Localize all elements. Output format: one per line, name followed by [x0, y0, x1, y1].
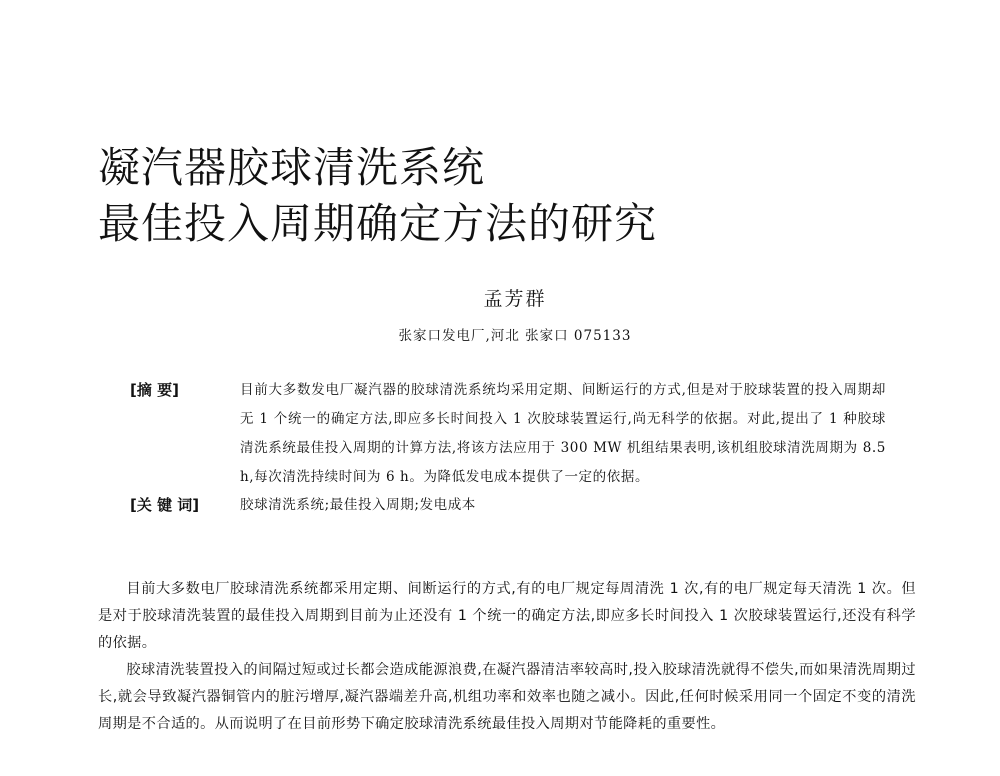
keywords-text: 胶球清洗系统;最佳投入周期;发电成本 — [240, 497, 476, 513]
author-name: 孟芳群 — [483, 288, 547, 310]
title-line-2: 最佳投入周期确定方法的研究 — [98, 199, 658, 248]
body-section — [98, 576, 916, 738]
keywords-block — [130, 492, 890, 518]
abstract-label: [摘 要] — [130, 381, 179, 399]
abstract-section — [130, 376, 890, 518]
body-paragraph-1: 目前大多数电厂胶球清洗系统都采用定期、间断运行的方式,有的电厂规定每周清洗 1 次,有的电厂规定每天清洗 1 次。但是对于胶球清洗装置的最佳投入周期到目前为止还没有 1 个统一的确定方法,即应多长时间投入 1 次胶球装置运行,还没有科学的依据。 — [98, 581, 916, 651]
paper-title — [98, 140, 657, 252]
abstract-text: 目前大多数发电厂凝汽器的胶球清洗系统均采用定期、间断运行的方式,但是对于胶球装置的投入周期却无 1 个统一的确定方法,即应多长时间投入 1 次胶球装置运行,尚无科学的依据。对此,提出了 1 种胶球清洗系统最佳投入周期的计算方法,将该方法应用于 300 MW 机组结果表明,该机组胶球清洗周期为 8.5 h,每次清洗持续时间为 6 h。为降低发电成本提供了一定的依据。 — [240, 382, 886, 485]
author-affiliation: 张家口发电厂,河北 张家口 075133 — [398, 328, 632, 344]
keywords-label: [关 键 词] — [130, 496, 200, 514]
title-line-1: 凝汽器胶球清洗系统 — [98, 143, 486, 192]
abstract-block — [130, 376, 890, 492]
body-paragraph-2: 胶球清洗装置投入的间隔过短或过长都会造成能源浪费,在凝汽器清洁率较高时,投入胶球清洗就得不偿失,而如果清洗周期过长,就会导致凝汽器铜管内的脏污增厚,凝汽器端差升高,机组功率和效率也随之减小。因此,任何时候采用同一个固定不变的清洗周期是不合适的。从而说明了在目前形势下确定胶球清洗系统最佳投入周期对节能降耗的重要性。 — [98, 662, 916, 732]
